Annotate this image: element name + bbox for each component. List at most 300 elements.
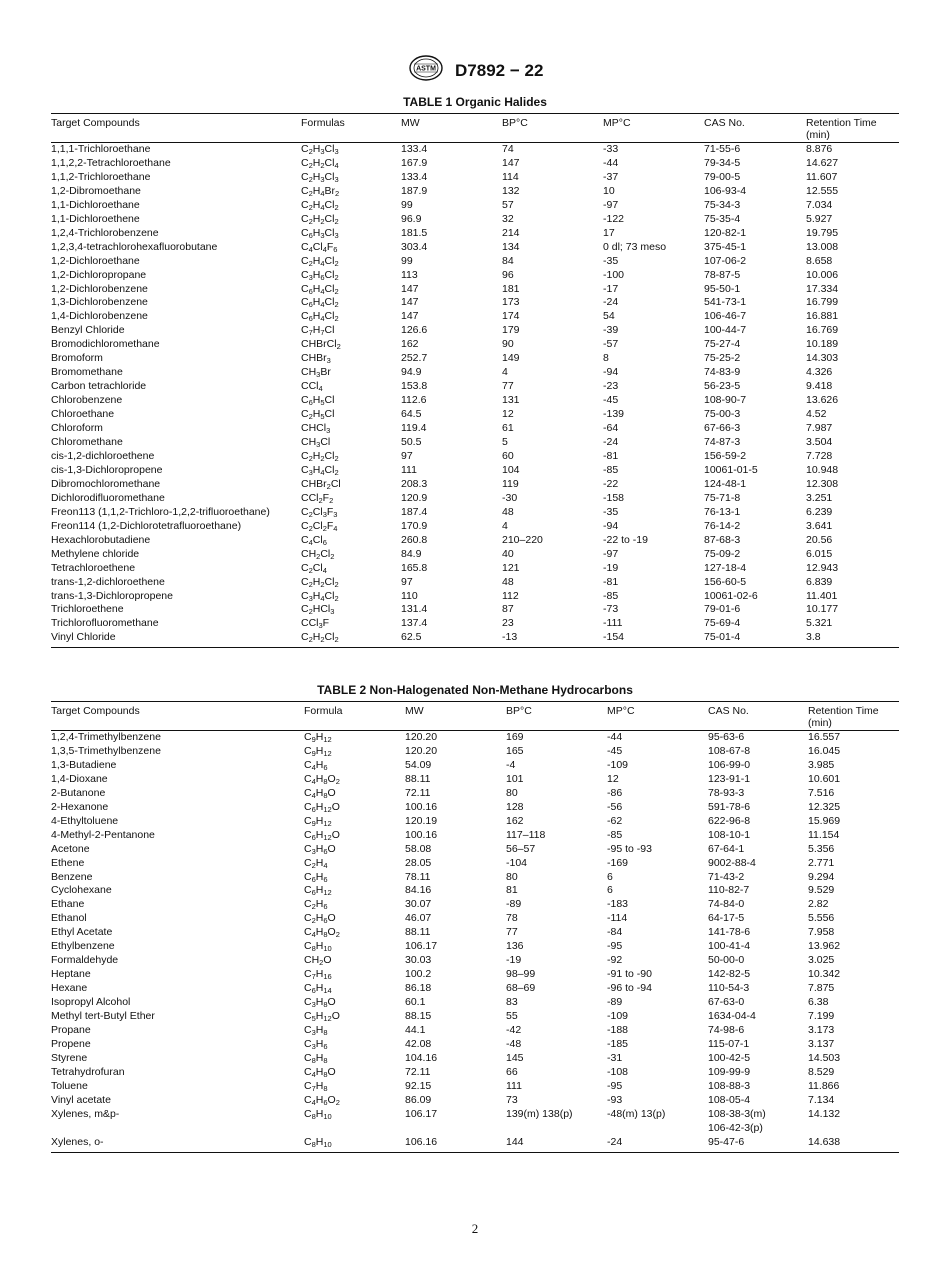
cas-number-cell: 120-82-1 xyxy=(704,226,747,239)
retention-time-cell: 19.795 xyxy=(806,226,839,239)
retention-time-cell: 10.948 xyxy=(806,463,839,476)
retention-time-cell: 11.401 xyxy=(806,589,838,602)
boiling-point-cell: -104 xyxy=(506,856,528,869)
formula-cell: $CCl_2F_2$ xyxy=(301,491,334,505)
boiling-point-cell: 55 xyxy=(506,1010,518,1023)
cas-number-cell: 75-01-4 xyxy=(704,631,741,644)
table-row xyxy=(51,759,899,773)
compound-name-cell: Vinyl acetate xyxy=(51,1093,111,1106)
table-row xyxy=(51,871,899,885)
formula-cell: $C_6H_{12}O$ xyxy=(304,800,340,814)
compound-name-cell: Propene xyxy=(51,1037,91,1050)
boiling-point-cell: -89 xyxy=(506,898,522,911)
formula-cell: $C_3H_8O$ xyxy=(304,996,336,1010)
cas-number-cell: 100-42-5 xyxy=(708,1051,751,1064)
molecular-weight-cell: 88.11 xyxy=(405,926,431,939)
boiling-point-cell: 111 xyxy=(506,1079,522,1092)
boiling-point-cell: 119 xyxy=(502,477,519,490)
formula-cell: $C_7H_8$ xyxy=(304,1079,328,1093)
cas-number-cell: 106-46-7 xyxy=(704,310,747,323)
boiling-point-cell: -30 xyxy=(502,491,518,504)
retention-time-cell: 10.342 xyxy=(808,968,841,981)
molecular-weight-cell: 92.15 xyxy=(405,1079,432,1092)
boiling-point-cell: 149 xyxy=(502,352,520,365)
formula-cell: $C_3H_8$ xyxy=(304,1024,328,1038)
formula-cell: $C_2H_2Cl_2$ xyxy=(301,449,339,463)
cas-number-cell: 75-00-3 xyxy=(704,408,741,421)
formula-cell: $C_3H_4Cl_2$ xyxy=(301,463,339,477)
melting-point-cell: -139 xyxy=(603,408,625,421)
compound-name-cell: 4-Methyl-2-Pentanone xyxy=(51,828,155,841)
table-1-header-row xyxy=(51,114,899,143)
melting-point-cell: -169 xyxy=(607,856,629,869)
compound-name-cell: Chlorobenzene xyxy=(51,394,123,407)
formula-cell: $C_3H_4Cl_2$ xyxy=(301,589,339,603)
cas-number-cell: 108-05-4 xyxy=(708,1093,751,1106)
retention-time-cell: 7.875 xyxy=(808,982,835,995)
document-id: D7892 − 22 xyxy=(455,60,544,80)
retention-time-cell: 12.943 xyxy=(806,561,839,574)
retention-time-cell: 12.555 xyxy=(806,184,839,197)
boiling-point-cell: 4 xyxy=(502,366,508,379)
boiling-point-cell: 61 xyxy=(502,422,514,435)
melting-point-cell: -96 to -94 xyxy=(607,982,652,995)
retention-time-cell: 13.626 xyxy=(806,394,839,407)
retention-time-cell: 3.8 xyxy=(806,631,821,644)
molecular-weight-cell: 97 xyxy=(401,575,413,588)
formula-cell: $C_2H_4Cl_2$ xyxy=(301,198,339,212)
formula-cell: $C_6H_4Cl_2$ xyxy=(301,296,339,310)
retention-time-cell: 11.866 xyxy=(808,1079,840,1092)
compound-name-cell: Bromomethane xyxy=(51,366,123,379)
melting-point-cell: -64 xyxy=(603,422,619,435)
cas-number-cell: 75-69-4 xyxy=(704,617,741,630)
molecular-weight-cell: 120.19 xyxy=(405,814,438,827)
retention-time-cell: 14.503 xyxy=(808,1051,841,1064)
cas-number-cell: 75-35-4 xyxy=(704,212,741,225)
table-row xyxy=(51,787,899,801)
melting-point-cell: -108 xyxy=(607,1065,629,1078)
boiling-point-cell: -13 xyxy=(502,631,518,644)
melting-point-cell: -86 xyxy=(607,786,623,799)
molecular-weight-cell: 137.4 xyxy=(401,617,428,630)
formula-cell: $C_4H_6O_2$ xyxy=(304,1093,340,1107)
compound-name-cell: Formaldehyde xyxy=(51,954,119,967)
cas-number-cell: 9002-88-4 xyxy=(708,856,756,869)
molecular-weight-cell: 126.6 xyxy=(401,324,428,337)
melting-point-cell: -19 xyxy=(603,561,619,574)
molecular-weight-cell: 96.9 xyxy=(401,212,422,225)
retention-time-cell: 16.769 xyxy=(806,324,839,337)
boiling-point-cell: -4 xyxy=(506,758,516,771)
molecular-weight-cell: 42.08 xyxy=(405,1037,432,1050)
table-row xyxy=(51,815,899,829)
melting-point-cell: -85 xyxy=(607,828,623,841)
table-row xyxy=(51,1038,899,1052)
formula-cell: $C_6H_6$ xyxy=(304,870,328,884)
retention-time-cell: 20.56 xyxy=(806,533,833,546)
retention-time-cell: 3.137 xyxy=(808,1037,835,1050)
boiling-point-cell: 112 xyxy=(502,589,519,602)
boiling-point-cell: 104 xyxy=(502,463,520,476)
cas-number-cell: 95-50-1 xyxy=(704,282,741,295)
boiling-point-cell: 147 xyxy=(502,156,520,169)
table-row xyxy=(51,283,899,297)
cas-number-cell: 74-87-3 xyxy=(704,436,741,449)
molecular-weight-cell: 181.5 xyxy=(401,226,428,239)
table-row xyxy=(51,1066,899,1080)
table-row xyxy=(51,534,899,548)
melting-point-cell: -188 xyxy=(607,1024,629,1037)
table-row xyxy=(51,157,899,171)
molecular-weight-cell: 50.5 xyxy=(401,436,422,449)
formula-cell: $C_3H_6Cl_2$ xyxy=(301,268,339,282)
compound-name-cell: Freon113 (1,1,2-Trichloro-1,2,2-trifluoroethane) xyxy=(51,505,270,518)
compound-name-cell: Isopropyl Alcohol xyxy=(51,996,131,1009)
molecular-weight-cell: 120.20 xyxy=(405,731,438,743)
compound-name-cell: Heptane xyxy=(51,968,91,981)
boiling-point-cell: 66 xyxy=(506,1065,518,1078)
retention-time-cell: 5.556 xyxy=(808,912,835,925)
compound-name-cell: 1,3,5-Trimethylbenzene xyxy=(51,744,161,757)
molecular-weight-cell: 153.8 xyxy=(401,380,428,393)
formula-cell: $C_4H_8O$ xyxy=(304,786,336,800)
molecular-weight-cell: 147 xyxy=(401,310,419,323)
table-row xyxy=(51,338,899,352)
melting-point-cell: -95 xyxy=(607,940,623,953)
boiling-point-cell: 144 xyxy=(506,1135,524,1148)
formula-cell: $C_4H_6$ xyxy=(304,758,328,772)
melting-point-cell: -24 xyxy=(607,1135,623,1148)
cas-number-cell: 10061-01-5 xyxy=(704,463,758,476)
molecular-weight-cell: 133.4 xyxy=(401,170,428,183)
table-row xyxy=(51,408,899,422)
molecular-weight-cell: 110 xyxy=(401,589,418,602)
melting-point-cell: -73 xyxy=(603,603,619,616)
retention-time-cell: 5.356 xyxy=(808,842,835,855)
table-row xyxy=(51,255,899,269)
table-row xyxy=(51,996,899,1010)
retention-time-cell: 2.82 xyxy=(808,898,829,911)
melting-point-cell: -109 xyxy=(607,758,629,771)
cas-number-cell: 71-43-2 xyxy=(708,870,745,883)
retention-time-cell: 3.985 xyxy=(808,758,835,771)
compound-name-cell: 1,2,4-Trimethylbenzene xyxy=(51,731,161,743)
boiling-point-cell: 84 xyxy=(502,254,514,267)
melting-point-cell: -35 xyxy=(603,254,619,267)
boiling-point-cell: 56–57 xyxy=(506,842,536,855)
formula-cell: $C_2Cl_4$ xyxy=(301,561,327,575)
molecular-weight-cell: 46.07 xyxy=(405,912,432,925)
molecular-weight-cell: 113 xyxy=(401,268,418,281)
cas-number-cell: 124-48-1 xyxy=(704,477,747,490)
table-row xyxy=(51,269,899,283)
compound-name-cell: Cyclohexane xyxy=(51,884,112,897)
molecular-weight-cell: 54.09 xyxy=(405,758,432,771)
cas-number-cell: 67-66-3 xyxy=(704,422,741,435)
table-row xyxy=(51,380,899,394)
compound-name-cell: Trichlorofluoromethane xyxy=(51,617,159,630)
cas-number-cell: 100-41-4 xyxy=(708,940,751,953)
table-row xyxy=(51,492,899,506)
cas-number-cell: 108-90-7 xyxy=(704,394,747,407)
compound-name-cell: Propane xyxy=(51,1024,91,1037)
table-row xyxy=(51,366,899,380)
formula-cell: $C_2H_4$ xyxy=(304,856,328,870)
cas-number-cell: 110-82-7 xyxy=(708,884,750,897)
boiling-point-cell: 77 xyxy=(502,380,514,393)
melting-point-cell: -122 xyxy=(603,212,625,225)
cas-number-cell: 75-27-4 xyxy=(704,338,741,351)
compound-name-cell: Bromodichloromethane xyxy=(51,338,160,351)
table-row xyxy=(51,829,899,843)
boiling-point-cell: 32 xyxy=(502,212,514,225)
column-header: Target Compounds xyxy=(51,117,140,129)
molecular-weight-cell: 30.07 xyxy=(405,898,432,911)
table-row xyxy=(51,520,899,534)
table-row xyxy=(51,773,899,787)
melting-point-cell: -158 xyxy=(603,491,625,504)
compound-name-cell: 1,2-Dichloropropane xyxy=(51,268,147,281)
formula-cell: CHBr$_2$Cl xyxy=(301,477,341,491)
compound-name-cell: Carbon tetrachloride xyxy=(51,380,147,393)
table-row xyxy=(51,422,899,436)
compound-name-cell: Ethene xyxy=(51,856,85,869)
boiling-point-cell: 87 xyxy=(502,603,514,616)
boiling-point-cell: -19 xyxy=(506,954,522,967)
formula-cell: $C_6H_{12}O$ xyxy=(304,828,340,842)
formula-cell: $C_2HCl_3$ xyxy=(301,603,335,617)
retention-time-cell: 5.927 xyxy=(806,212,833,225)
melting-point-cell: -22 xyxy=(603,477,619,490)
table-2-title: TABLE 2 Non-Halogenated Non-Methane Hydrocarbons xyxy=(317,683,633,697)
molecular-weight-cell: 84.16 xyxy=(405,884,432,897)
retention-time-cell: 16.881 xyxy=(806,310,839,323)
boiling-point-cell: 68–69 xyxy=(506,982,536,995)
molecular-weight-cell: 147 xyxy=(401,296,419,309)
retention-time-cell: 6.38 xyxy=(808,996,829,1009)
table-row xyxy=(51,843,899,857)
compound-name-cell: 4-Ethyltoluene xyxy=(51,814,119,827)
table-row xyxy=(51,603,899,617)
retention-time-cell: 16.045 xyxy=(808,744,841,757)
table-row xyxy=(51,324,899,338)
formula-cell: $C_2H_2Cl_2$ xyxy=(301,212,339,226)
table-2-body xyxy=(51,731,899,1153)
cas-number-cell: 115-07-1 xyxy=(708,1037,750,1050)
molecular-weight-cell: 170.9 xyxy=(401,519,428,532)
retention-time-cell: 6.015 xyxy=(806,547,833,560)
table-row xyxy=(51,926,899,940)
boiling-point-cell: 80 xyxy=(506,870,518,883)
boiling-point-cell: 96 xyxy=(502,268,514,281)
retention-time-cell: 10.006 xyxy=(806,268,839,281)
compound-name-cell: Benzene xyxy=(51,870,93,883)
compound-name-cell: 1,2,4-Trichlorobenzene xyxy=(51,226,159,239)
melting-point-cell: 54 xyxy=(603,310,615,323)
melting-point-cell: -17 xyxy=(603,282,619,295)
table-row xyxy=(51,1052,899,1066)
boiling-point-cell: 23 xyxy=(502,617,514,630)
cas-number-cell: 64-17-5 xyxy=(708,912,745,925)
column-header: Target Compounds xyxy=(51,705,140,717)
formula-cell: $CH_2Cl_2$ xyxy=(301,547,335,561)
boiling-point-cell: 165 xyxy=(506,744,524,757)
molecular-weight-cell: 106.17 xyxy=(405,940,438,953)
formula-cell: CHCl$_3$ xyxy=(301,422,331,436)
retention-time-cell: 16.557 xyxy=(808,731,841,743)
melting-point-cell: -44 xyxy=(603,156,619,169)
cas-number-cell: 79-00-5 xyxy=(704,170,741,183)
molecular-weight-cell: 72.11 xyxy=(405,786,431,799)
melting-point-cell: -22 to -19 xyxy=(603,533,648,546)
table-row xyxy=(51,884,899,898)
formula-cell: CHBr$_3$ xyxy=(301,352,331,366)
compound-name-cell: Hexachlorobutadiene xyxy=(51,533,151,546)
retention-time-cell: 2.771 xyxy=(808,856,835,869)
boiling-point-cell: 101 xyxy=(506,772,524,785)
formula-cell: $C_2H_2Cl_4$ xyxy=(301,156,339,170)
melting-point-cell: -62 xyxy=(607,814,623,827)
melting-point-cell: -154 xyxy=(603,631,625,644)
molecular-weight-cell: 100.2 xyxy=(405,968,432,981)
molecular-weight-cell: 187.9 xyxy=(401,184,428,197)
column-header: MP°C xyxy=(607,705,635,717)
table-2-grid xyxy=(51,701,899,1153)
table-row xyxy=(51,450,899,464)
retention-time-cell: 10.189 xyxy=(806,338,839,351)
melting-point-cell: -45 xyxy=(603,394,619,407)
boiling-point-cell: 83 xyxy=(506,996,518,1009)
molecular-weight-cell: 84.9 xyxy=(401,547,422,560)
column-header: MW xyxy=(401,117,420,129)
boiling-point-cell: 139(m) 138(p) xyxy=(506,1107,573,1120)
melting-point-cell: 6 xyxy=(607,884,613,897)
cas-number-cell: 100-44-7 xyxy=(704,324,747,337)
molecular-weight-cell: 260.8 xyxy=(401,533,428,546)
retention-time-cell: 7.034 xyxy=(806,198,833,211)
cas-number-cell: 67-63-0 xyxy=(708,996,745,1009)
boiling-point-cell: 179 xyxy=(502,324,520,337)
compound-name-cell: Bromoform xyxy=(51,352,103,365)
boiling-point-cell: 40 xyxy=(502,547,514,560)
retention-time-cell: 8.658 xyxy=(806,254,833,267)
retention-time-cell: 7.199 xyxy=(808,1010,835,1023)
boiling-point-cell: 73 xyxy=(506,1093,518,1106)
cas-number-cell: 107-06-2 xyxy=(704,254,747,267)
melting-point-cell: -85 xyxy=(603,589,619,602)
cas-number-cell: 110-54-3 xyxy=(708,982,750,995)
boiling-point-cell: 132 xyxy=(502,184,520,197)
molecular-weight-cell: 99 xyxy=(401,254,413,267)
compound-name-cell: 1,4-Dioxane xyxy=(51,772,108,785)
boiling-point-cell: 98–99 xyxy=(506,968,536,981)
melting-point-cell: -185 xyxy=(607,1037,629,1050)
cas-number-cell: 71-55-6 xyxy=(704,143,741,155)
boiling-point-cell: 90 xyxy=(502,338,514,351)
retention-time-cell: 4.52 xyxy=(806,408,827,421)
table-row xyxy=(51,1108,899,1136)
melting-point-cell: -84 xyxy=(607,926,623,939)
formula-cell: $C_8H_8$ xyxy=(304,1051,328,1065)
cas-number-cell: 78-87-5 xyxy=(704,268,741,281)
formula-cell: $C_8H_{10}$ xyxy=(304,940,332,954)
formula-cell: $C_2H_2Cl_2$ xyxy=(301,631,339,645)
molecular-weight-cell: 99 xyxy=(401,198,413,211)
formula-cell: $C_4Cl_4F_6$ xyxy=(301,240,338,254)
molecular-weight-cell: 165.8 xyxy=(401,561,428,574)
cas-number-cell: 75-25-2 xyxy=(704,352,741,365)
compound-name-cell: Freon114 (1,2-Dichlorotetrafluoroethane) xyxy=(51,519,242,532)
boiling-point-cell: 78 xyxy=(506,912,518,925)
table-row xyxy=(51,213,899,227)
retention-time-cell: 15.969 xyxy=(808,814,841,827)
formula-cell: $C_4H_8O$ xyxy=(304,1065,336,1079)
compound-name-cell: Dichlorodifluoromethane xyxy=(51,491,165,504)
cas-number-cell: 79-01-6 xyxy=(704,603,741,616)
cas-number-cell: 87-68-3 xyxy=(704,533,741,546)
molecular-weight-cell: 106.16 xyxy=(405,1135,438,1148)
melting-point-cell: -39 xyxy=(603,324,619,337)
formula-cell: $C_8H_{10}$ xyxy=(304,1135,332,1149)
retention-time-cell: 14.132 xyxy=(808,1107,841,1120)
boiling-point-cell: 174 xyxy=(502,310,520,323)
melting-point-cell: -37 xyxy=(603,170,619,183)
retention-time-cell: 9.294 xyxy=(808,870,835,883)
table-row xyxy=(51,1080,899,1094)
cas-number-cell: 591-78-6 xyxy=(708,800,751,813)
table-row xyxy=(51,185,899,199)
molecular-weight-cell: 28.05 xyxy=(405,856,432,869)
compound-name-cell: Chloroethane xyxy=(51,408,115,421)
compound-name-cell: trans-1,3-Dichloropropene xyxy=(51,589,173,602)
retention-time-cell: 14.638 xyxy=(808,1135,841,1148)
cas-number-cell: 76-13-1 xyxy=(704,505,741,518)
table-row xyxy=(51,241,899,255)
boiling-point-cell: 181 xyxy=(502,282,520,295)
compound-name-cell: 1,4-Dichlorobenzene xyxy=(51,310,148,323)
formula-cell: $C_9H_{12}$ xyxy=(304,731,332,744)
melting-point-cell: -31 xyxy=(607,1051,623,1064)
cas-number-cell: 108-67-8 xyxy=(708,744,751,757)
retention-time-cell: 13.008 xyxy=(806,240,839,253)
melting-point-cell: -91 to -90 xyxy=(607,968,652,981)
retention-time-cell: 7.728 xyxy=(806,449,833,462)
boiling-point-cell: 134 xyxy=(502,240,520,253)
table-row xyxy=(51,857,899,871)
formula-cell: $CH_2O$ xyxy=(304,954,332,968)
column-header: Formulas xyxy=(301,117,345,129)
retention-time-cell: 13.962 xyxy=(808,940,841,953)
formula-cell: $C_2H_6$ xyxy=(304,898,328,912)
retention-time-cell: 4.326 xyxy=(806,366,833,379)
table-row xyxy=(51,898,899,912)
table-row xyxy=(51,912,899,926)
table-row xyxy=(51,171,899,185)
molecular-weight-cell: 58.08 xyxy=(405,842,432,855)
formula-cell: CCl$_3$F xyxy=(301,617,330,631)
molecular-weight-cell: 167.9 xyxy=(401,156,428,169)
formula-cell: $C_4H_8O_2$ xyxy=(304,926,340,940)
retention-time-cell: 3.641 xyxy=(806,519,833,532)
table-row xyxy=(51,968,899,982)
retention-time-cell: 7.134 xyxy=(808,1093,835,1106)
cas-number-cell: 56-23-5 xyxy=(704,380,741,393)
compound-name-cell: Acetone xyxy=(51,842,90,855)
table-row xyxy=(51,982,899,996)
melting-point-cell: 12 xyxy=(607,772,619,785)
molecular-weight-cell: 120.9 xyxy=(401,491,428,504)
